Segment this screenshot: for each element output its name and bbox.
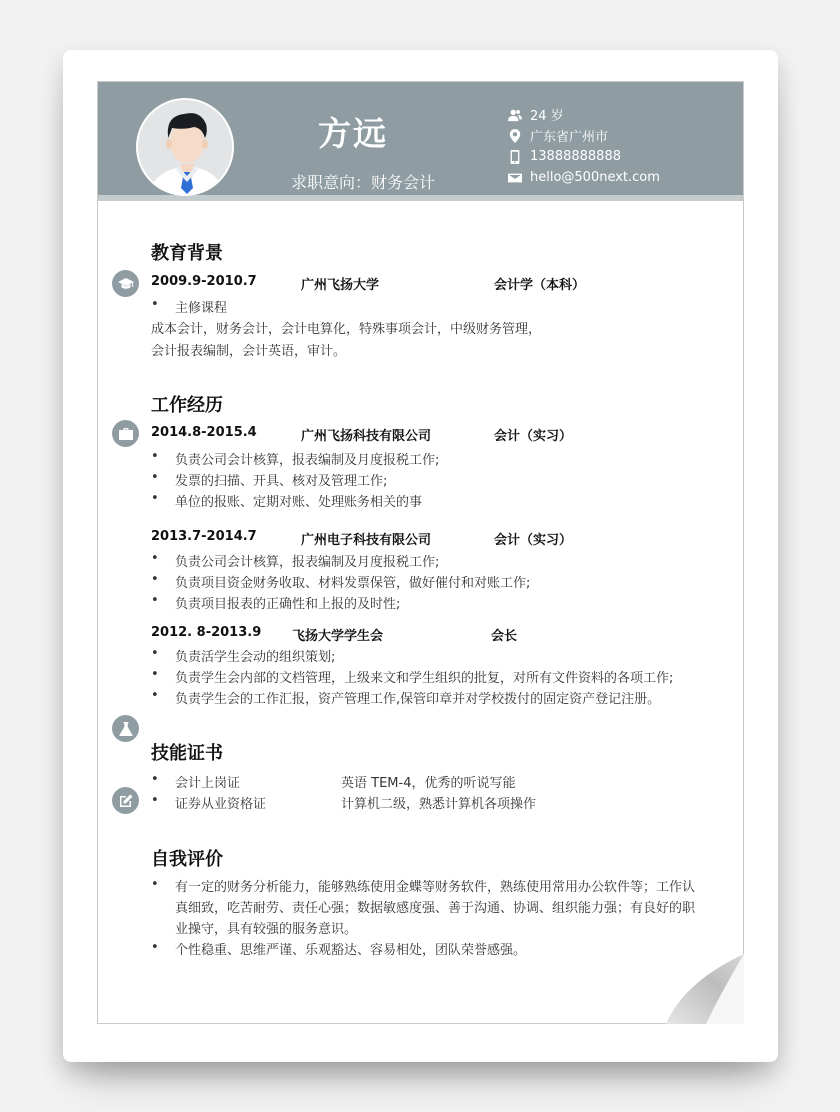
work-row: 2013.7-2014.7 广州电子科技有限公司 会计（实习） xyxy=(151,529,573,548)
edit-icon xyxy=(112,787,139,814)
contact-info xyxy=(508,104,660,188)
section-title-education: 教育背景 xyxy=(151,243,223,264)
flask-icon xyxy=(112,715,139,742)
page-curl-decoration xyxy=(666,954,744,1024)
candidate-name: 方远 xyxy=(318,114,388,153)
education-major: 会计学（本科） xyxy=(494,278,586,293)
resume-paper: 方远 求职意向：财务会计 24 岁 广东省广州市 13888888888 hello@500next.com 教育背景 2009.9-2010.7 广州飞扬大学 会计学（本科） • 主修课程 成本会计，财务会计，会计电算化，特殊事项会计，中级财务管理， 会计报表编制，会计英语，审计。 工作经历 2014.8-2015.4 广州飞扬科技有限公司 会计（实习） • 负责公司会计核算，报表编制及月度报税工作; • 发票的扫描、开具、核对及管理工作; • 单位的报账、定期对账、处理账务相关的事 2013.7-2014.7 广州电子科技有限公司 会计（实习） • 负责公司会计核算，报表编制及月度报税工作; • 负责项目资金财务收取、材料发票保管，做好催付和对账工作; • 负责项目报表的正确性和上报的及时性; 2012. 8-2013.9 飞扬大学学生会 会长 • 负责活学生会动的组织策划; • 负责学生会内部的文档管理，上级来文和学生组织的批复，对所有文件资料的各项工作; • 负责学生会的工作汇报，资产管理工作,保管印章并对学校拨付的固定资产登记注册。 技能证书 • 会计上岗证 英语 TEM-4，优秀的听说写能 • 证券从业资格证 计算机二级，熟悉计算机各项操作 自我评价 • 有一定的财务分析能力，能够熟练使用金蝶等财务软件，熟练使用常用办公软件等；工作认真细致，吃苦耐劳、责任心强；数据敏感度强、善于沟通、协调、组织能力强；有良好的职业操守，具有较强的服务意识。 • 个性稳重、思维严谨、乐观豁达、容易相处，团队荣誉感强。 xyxy=(97,81,744,1024)
work-row: 2014.8-2015.4 广州飞扬科技有限公司 会计（实习） xyxy=(151,425,573,444)
avatar xyxy=(136,98,234,196)
section-title-skills: 技能证书 xyxy=(151,743,223,764)
contact-email: hello@500next.com xyxy=(508,167,660,188)
phone-icon xyxy=(508,150,522,164)
education-school: 广州飞扬大学 xyxy=(301,278,380,293)
education-date: 2009.9-2010.7 xyxy=(151,274,257,289)
contact-age: 24 岁 xyxy=(508,104,660,125)
contact-location: 广东省广州市 xyxy=(508,125,660,146)
job-intent: 求职意向：财务会计 xyxy=(291,173,436,192)
graduation-cap-icon xyxy=(112,270,139,297)
education-row xyxy=(151,274,711,294)
contact-phone: 13888888888 xyxy=(508,146,660,167)
briefcase-icon xyxy=(112,420,139,447)
section-title-work: 工作经历 xyxy=(151,395,223,416)
users-icon xyxy=(508,108,522,122)
self-evaluation-para: 个性稳重、思维严谨、乐观豁达、容易相处，团队荣誉感强。 xyxy=(175,943,527,958)
location-pin-icon xyxy=(508,129,522,143)
work-row: 2012. 8-2013.9 飞扬大学学生会 会长 xyxy=(151,625,518,644)
mail-icon xyxy=(508,171,522,185)
course-line: 成本会计，财务会计，会计电算化，特殊事项会计，中级财务管理， xyxy=(151,322,542,337)
self-evaluation-para: 有一定的财务分析能力，能够熟练使用金蝶等财务软件，熟练使用常用办公软件等；工作认真细致，吃苦耐劳、责任心强；数据敏感度强、善于沟通、协调、组织能力强；有良好的职业操守，具有较强的服务意识。 xyxy=(175,880,696,937)
section-title-self: 自我评价 xyxy=(151,849,223,870)
resume-header xyxy=(98,82,743,201)
course-line: 会计报表编制，会计英语，审计。 xyxy=(151,344,347,359)
